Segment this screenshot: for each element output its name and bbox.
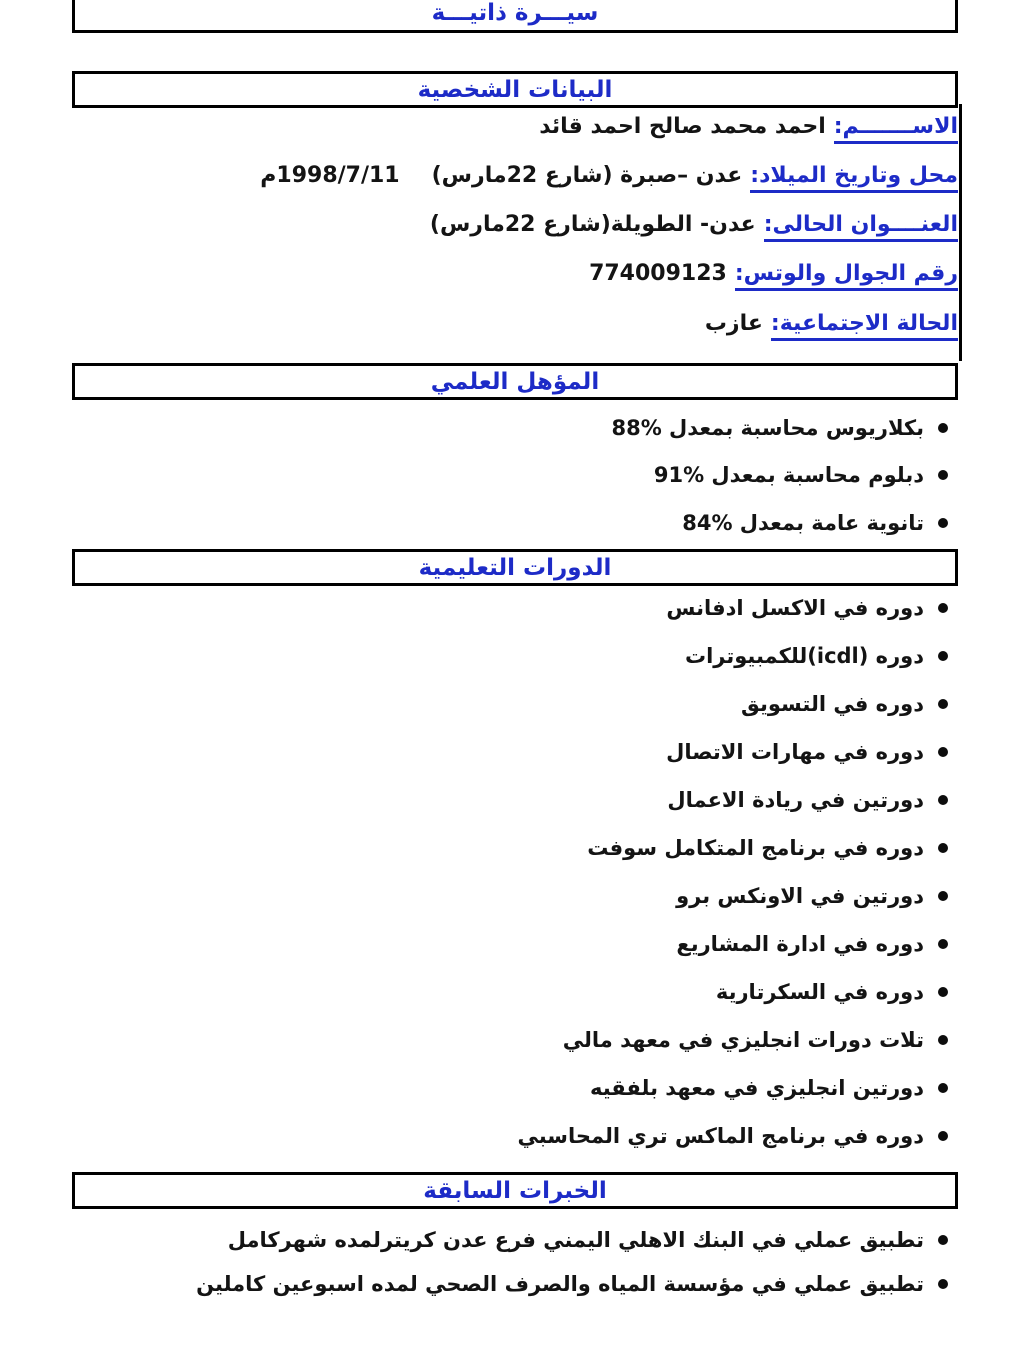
list-item <box>72 1016 958 1064</box>
list-item <box>72 452 958 500</box>
bullet-icon <box>938 843 948 853</box>
list-item-text: دوره في برنامج المتكامل سوفت <box>587 836 924 860</box>
list-item-text: بكلاريوس محاسبة بمعدل %88 <box>611 415 924 440</box>
field-row-phone <box>589 259 958 289</box>
bullet-icon <box>938 603 948 613</box>
bullet-icon <box>938 1235 948 1245</box>
bullet-icon <box>938 518 948 528</box>
table-right-border-line <box>959 104 962 361</box>
list-item-text: دوره في برنامج الماكس تري المحاسبي <box>517 1124 924 1148</box>
list-item <box>72 728 958 776</box>
field-row-address <box>430 210 958 240</box>
list-item <box>72 584 958 632</box>
experience-list <box>72 1218 958 1306</box>
field-row-name <box>539 112 958 142</box>
bullet-icon <box>938 939 948 949</box>
list-item <box>72 872 958 920</box>
field-value-name: احمد محمد صالح احمد قائد <box>539 114 826 139</box>
list-item <box>72 1112 958 1160</box>
field-label-address: العنــــوان الحالى: <box>764 212 958 242</box>
bullet-icon <box>938 651 948 661</box>
list-item <box>72 1218 958 1262</box>
bullet-icon <box>938 1083 948 1093</box>
section-personal-box <box>72 71 958 108</box>
list-item <box>72 632 958 680</box>
list-item-text: دوره في مهارات الاتصال <box>666 740 924 764</box>
list-item <box>72 968 958 1016</box>
section-experience-box <box>72 1172 958 1209</box>
list-item-text: دوره في السكرتارية <box>715 980 924 1004</box>
qualification-list <box>72 404 958 547</box>
list-item-text: تلات دورات انجليزي في معهد مالي <box>562 1028 924 1052</box>
field-row-birth <box>260 161 958 191</box>
section-heading-experience: الخبرات السابقة <box>423 1177 607 1204</box>
cv-title-box <box>72 0 958 33</box>
field-value-address: عدن- الطويلة(شارع 22مارس) <box>429 212 756 237</box>
section-heading-courses: الدورات التعليمية <box>418 554 612 581</box>
list-item-text: دورتين في الاونكس برو <box>676 884 924 908</box>
list-item-text: دوره (icdl)للكمبيوترات <box>684 644 924 668</box>
section-courses-box <box>72 549 958 586</box>
cv-title: سيـــرة ذاتيـــة <box>431 0 599 26</box>
list-item-text: دورتين في ريادة الاعمال <box>667 788 924 812</box>
list-item <box>72 404 958 452</box>
field-label-marital: الحالة الاجتماعية: <box>771 311 958 341</box>
list-item <box>72 680 958 728</box>
field-value-marital: عازب <box>704 311 763 336</box>
bullet-icon <box>938 470 948 480</box>
bullet-icon <box>938 1279 948 1289</box>
list-item-text: تطبيق عملي في مؤسسة المياه والصرف الصحي لمده اسبوعين كاملين <box>196 1272 924 1296</box>
bullet-icon <box>938 1131 948 1141</box>
list-item <box>72 499 958 547</box>
courses-list <box>72 584 958 1160</box>
list-item-text: دبلوم محاسبة بمعدل %91 <box>653 463 924 488</box>
bullet-icon <box>938 795 948 805</box>
field-label-phone: رقم الجوال والوتس: <box>735 261 958 291</box>
list-item-text: دوره في ادارة المشاريع <box>676 932 924 956</box>
list-item-text: دوره في التسويق <box>741 692 924 716</box>
field-value-birth-date: 1998/7/11م <box>260 163 400 188</box>
list-item <box>72 776 958 824</box>
list-item-text: دورتين انجليزي في معهد بلفقيه <box>589 1076 924 1100</box>
list-item <box>72 1064 958 1112</box>
bullet-icon <box>938 987 948 997</box>
list-item-text: تانوية عامة بمعدل %84 <box>682 510 924 535</box>
list-item-text: تطبيق عملي في البنك الاهلي اليمني فرع عدن كريترلمده شهركامل <box>227 1228 924 1252</box>
bullet-icon <box>938 1035 948 1045</box>
list-item-text: دوره في الاكسل ادفانس <box>666 596 924 620</box>
bullet-icon <box>938 747 948 757</box>
field-value-phone: 774009123 <box>589 261 727 286</box>
bullet-icon <box>938 423 948 433</box>
list-item <box>72 824 958 872</box>
section-heading-personal: البيانات الشخصية <box>417 76 613 103</box>
section-heading-qualification: المؤهل العلمي <box>430 368 600 395</box>
section-qualification-box <box>72 363 958 400</box>
bullet-icon <box>938 891 948 901</box>
field-value-birth-place: عدن –صبرة (شارع 22مارس) <box>431 163 743 188</box>
list-item <box>72 920 958 968</box>
bullet-icon <box>938 699 948 709</box>
field-label-name: الاســـــــم: <box>834 114 958 144</box>
field-label-birth: محل وتاريخ الميلاد: <box>750 163 958 193</box>
field-row-marital <box>705 309 958 339</box>
list-item <box>72 1262 958 1306</box>
